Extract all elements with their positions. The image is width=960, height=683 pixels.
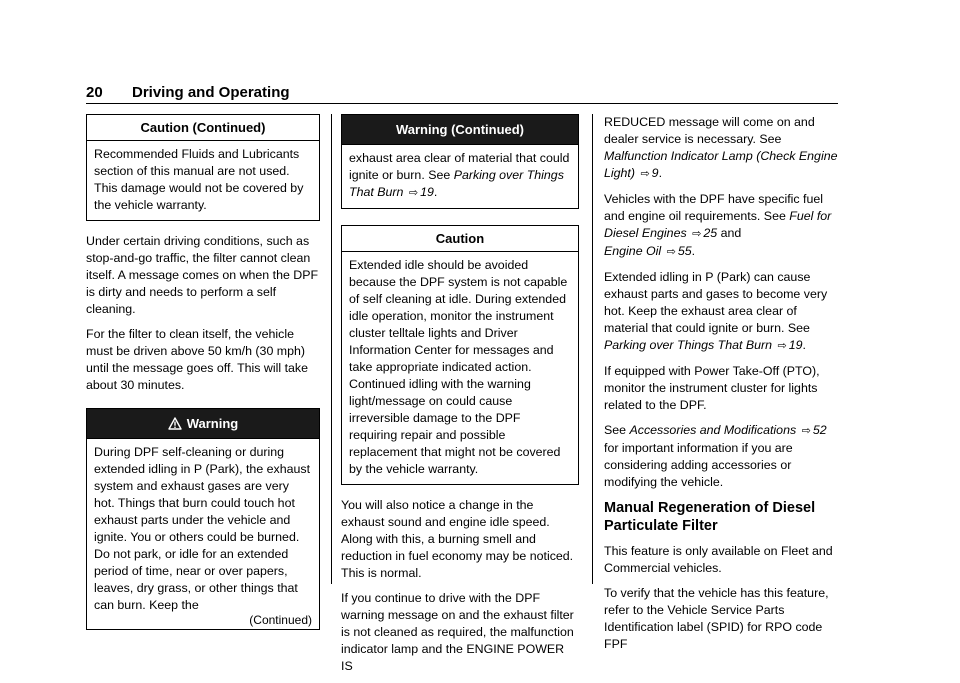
page-reference[interactable]: 55 — [677, 244, 692, 258]
cross-reference-link[interactable]: Malfunction Indicator Lamp (Check Engine Light) — [604, 149, 838, 180]
warning-text: During DPF self-cleaning or during extended idling in P (Park), the exhaust system and exhaust gases are very hot. Things that burn could touch hot exhaust parts under the vehicle and ignite. You or others could be burned. Do not park, or idle for an extended period of time, near or over papers, leaves, dry grass, or other things that can burn. Keep the — [94, 445, 311, 612]
column-divider — [592, 114, 593, 584]
paragraph: If you continue to drive with the DPF warning message on and the exhaust filter is not cleaned as required, the malfunction indicator lamp and the ENGINE POWER IS — [341, 591, 574, 673]
paragraph: You will also notice a change in the exhaust sound and engine idle speed. Along with this, a burning smell and reduction in fuel economy may be noticed. This is normal. — [341, 498, 574, 580]
caution-box — [341, 225, 579, 485]
subsection-heading: Manual Regeneration of Diesel Particulate Filter — [604, 500, 816, 534]
paragraph: For the filter to clean itself, the vehicle must be driven above 50 km/h (30 mph) until the message goes off. This will take about 30 minutes. — [86, 327, 309, 392]
page-reference[interactable]: 19 — [788, 338, 803, 352]
caution-text: Extended idle should be avoided because the DPF system is not capable of self cleaning at idle. During extended idle operation, monitor the instrument cluster telltale lights and Driver Information Center for messages and take appropriate indicated action. Continued idling with the warning light/message on could cause irreversible damage to the DPF requiring repair and possible replacement that might not be covered by the vehicle warranty. — [349, 258, 568, 476]
warning-box — [86, 408, 320, 630]
paragraph: If equipped with Power Take-Off (PTO), monitor the instrument cluster for lights related to the DPF. — [604, 364, 820, 412]
column-2 — [341, 114, 579, 683]
cross-reference-link[interactable]: Parking over Things That Burn — [604, 338, 773, 352]
page-header — [86, 82, 838, 106]
paragraph: To verify that the vehicle has this feature, refer to the Vehicle Service Parts Identification label (SPID) for RPO code FPF — [604, 586, 829, 651]
cross-reference-link[interactable]: Fuel for Diesel Engines — [604, 209, 832, 240]
paragraph: Under certain driving conditions, such as stop-and-go traffic, the filter cannot clean itself. A message comes on when the DPF is dirty and needs to perform a self cleaning. — [86, 234, 319, 316]
cross-reference-link[interactable]: Parking over Things That Burn — [349, 168, 564, 199]
page-reference-arrow-icon: ⇨ — [777, 340, 787, 352]
caution-continued-title: Caution (Continued) — [87, 115, 319, 141]
section-title: Driving and Operating — [132, 84, 290, 101]
page-reference[interactable]: 19 — [420, 185, 434, 199]
page-number: 20 — [86, 84, 103, 101]
continued-label: (Continued) — [249, 613, 312, 627]
page-reference[interactable]: 52 — [812, 423, 827, 437]
paragraph: Vehicles with the DPF have specific fuel and engine oil requirements. See Fuel for Diesel Engines ⇨ 25 and Engine Oil ⇨ 55. — [604, 191, 840, 261]
caution-title: Caution — [342, 226, 578, 252]
page-reference-arrow-icon: ⇨ — [692, 228, 702, 240]
cross-reference-link[interactable]: Accessories and Modifications — [629, 423, 797, 437]
page-reference-arrow-icon: ⇨ — [640, 168, 650, 180]
page-reference[interactable]: 25 — [703, 226, 718, 240]
column-1 — [86, 114, 320, 642]
page-reference[interactable]: 9 — [651, 166, 659, 180]
caution-continued-text: Recommended Fluids and Lubricants section of this manual are not used. This damage would not be covered by the vehicle warranty. — [94, 147, 304, 212]
paragraph: Extended idling in P (Park) can cause exhaust parts and gases to become very hot. Keep the exhaust area clear of material that could ignite or burn. See Parking over Things That Burn ⇨ 19. — [604, 269, 840, 355]
header-rule — [86, 103, 838, 104]
warning-title: Warning — [186, 416, 239, 431]
page-reference-arrow-icon: ⇨ — [408, 187, 419, 199]
column-3 — [604, 114, 840, 661]
paragraph: REDUCED message will come on and dealer service is necessary. See Malfunction Indicator Lamp (Check Engine Light) ⇨ 9. — [604, 114, 840, 183]
page-reference-arrow-icon: ⇨ — [801, 425, 811, 437]
warning-continued-text: exhaust area clear of material that could ignite or burn. See Parking over Things That Burn ⇨ 19. — [349, 150, 571, 202]
page-reference-arrow-icon: ⇨ — [666, 246, 676, 258]
column-divider — [331, 114, 332, 584]
warning-header — [87, 409, 319, 439]
warning-continued-box — [341, 114, 579, 209]
warning-continued-title: Warning (Continued) — [342, 115, 578, 145]
caution-continued-box — [86, 114, 320, 221]
paragraph: This feature is only available on Fleet and Commercial vehicles. — [604, 544, 833, 575]
cross-reference-link[interactable]: Engine Oil — [604, 244, 662, 258]
warning-triangle-icon — [168, 417, 182, 430]
paragraph: See Accessories and Modifications ⇨ 52 for important information if you are considering adding accessories or modifying the vehicle. — [604, 423, 827, 489]
